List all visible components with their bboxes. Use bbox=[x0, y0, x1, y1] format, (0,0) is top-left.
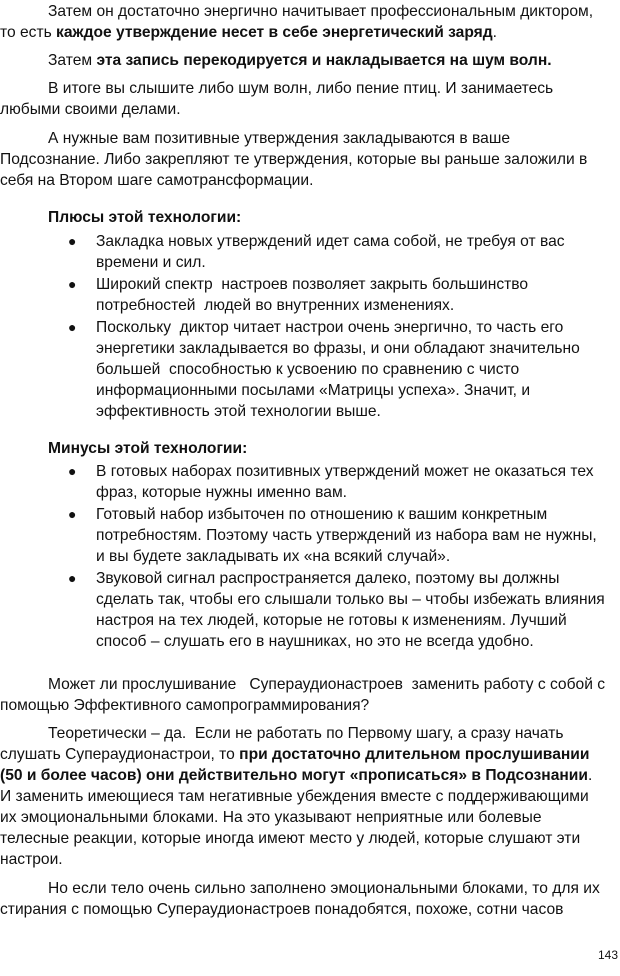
bold-text: Минусы этой технологии: bbox=[48, 440, 248, 457]
paragraph-line bbox=[0, 170, 620, 191]
paragraph-line bbox=[48, 723, 620, 744]
text-run: энергетики закладывается во фразы, и они обладают значительно bbox=[96, 340, 580, 357]
paragraph-line bbox=[0, 744, 620, 765]
paragraph-line bbox=[48, 128, 620, 149]
list-item-line bbox=[96, 610, 620, 631]
text-run: Поскольку диктор читает настрои очень энергично, то часть его bbox=[96, 319, 564, 336]
list-item-line bbox=[96, 482, 620, 503]
text-run: . bbox=[587, 767, 593, 784]
paragraph-line bbox=[0, 828, 620, 849]
text-run: настрои. bbox=[0, 851, 63, 868]
bullet-marker: ● bbox=[68, 570, 77, 586]
paragraph-line bbox=[0, 765, 620, 786]
text-run: В итоге вы слышите либо шум волн, либо пение птиц. И занимаетесь bbox=[48, 80, 554, 97]
paragraph-line bbox=[48, 207, 620, 228]
list-item-line bbox=[96, 631, 620, 652]
text-run: большей способностью к усвоению по сравнению с чисто bbox=[96, 361, 520, 378]
list-item-line bbox=[96, 338, 620, 359]
text-run: В готовых наборах позитивных утверждений может не оказаться тех bbox=[96, 463, 594, 480]
text-run: Готовый набор избыточен по отношению к вашим конкретным bbox=[96, 506, 548, 523]
paragraph-line bbox=[0, 807, 620, 828]
list-item-line bbox=[96, 589, 620, 610]
text-run: их эмоциональными блоками. На это указывают неприятные или болевые bbox=[0, 809, 542, 826]
list-item-line bbox=[96, 359, 620, 380]
text-run: Затем bbox=[48, 52, 97, 69]
paragraph-line bbox=[48, 674, 620, 695]
bullet-marker: ● bbox=[68, 319, 77, 335]
text-run: Теоретически – да. Если не работать по Первому шагу, а сразу начать bbox=[48, 725, 564, 742]
paragraph-line bbox=[48, 878, 620, 899]
list-item-line bbox=[96, 317, 620, 338]
text-run: то есть bbox=[0, 24, 57, 41]
bold-text: Плюсы этой технологии: bbox=[48, 209, 242, 226]
text-run: И заменить имеющиеся там негативные убеждения вместе с поддерживающими bbox=[0, 788, 589, 805]
list-item-line bbox=[96, 231, 620, 252]
list-item-line bbox=[96, 401, 620, 422]
list-item-line bbox=[96, 461, 620, 482]
text-run: . bbox=[492, 24, 497, 41]
paragraph-line bbox=[48, 1, 620, 22]
text-run: и вы будете закладывать их «на всякий случай». bbox=[96, 548, 451, 565]
bullet-marker: ● bbox=[68, 233, 77, 249]
text-run: телесные реакции, которые иногда имеют место у людей, которые слушают эти bbox=[0, 830, 581, 847]
list-item-line bbox=[96, 274, 620, 295]
text-run: А нужные вам позитивные утверждения закладываются в ваше bbox=[48, 130, 511, 147]
bold-text: при достаточно длительном прослушивании bbox=[239, 746, 590, 763]
paragraph-line bbox=[0, 149, 620, 170]
text-run: помощью Эффективного самопрограммирования? bbox=[0, 697, 370, 714]
text-run: слушать Супераудионастрои, то bbox=[0, 746, 240, 763]
bold-text: (50 и более часов) они действительно могут «прописаться» в Подсознании bbox=[0, 767, 588, 784]
text-run: потребностей людей во внутренних изменениях. bbox=[96, 297, 455, 314]
paragraph-line bbox=[0, 786, 620, 807]
text-run: Подсознание. Либо закрепляют те утверждения, которые вы раньше заложили в bbox=[0, 151, 588, 168]
list-item-line bbox=[96, 525, 620, 546]
bullet-marker: ● bbox=[68, 463, 77, 479]
text-run: Звуковой сигнал распространяется далеко, поэтому вы должны bbox=[96, 570, 560, 587]
list-item-line bbox=[96, 295, 620, 316]
text-run: Широкий спектр настроев позволяет закрыть большинство bbox=[96, 276, 529, 293]
text-run: способ – слушать его в наушниках, но это не всегда удобно. bbox=[96, 633, 534, 650]
list-item-line bbox=[96, 568, 620, 589]
text-run: себя на Втором шаге самотрансформации. bbox=[0, 172, 314, 189]
paragraph-line bbox=[48, 50, 620, 71]
bullet-marker: ● bbox=[68, 506, 77, 522]
paragraph-line bbox=[0, 695, 620, 716]
text-run: любыми своими делами. bbox=[0, 101, 181, 118]
bold-text: эта запись перекодируется и накладывается на шум волн. bbox=[96, 52, 552, 69]
list-item-line bbox=[96, 252, 620, 273]
bullet-marker: ● bbox=[68, 276, 77, 292]
paragraph-line bbox=[48, 78, 620, 99]
text-run: информационными посылами «Матрицы успеха». Значит, и bbox=[96, 382, 531, 399]
text-run: потребностям. Поэтому часть утверждений из набора вам не нужны, bbox=[96, 527, 597, 544]
text-run: Закладка новых утверждений идет сама собой, не требуя от вас bbox=[96, 233, 565, 250]
paragraph-line bbox=[0, 22, 620, 43]
text-run: времени и сил. bbox=[96, 254, 206, 271]
bold-text: каждое утверждение несет в себе энергетический заряд bbox=[56, 24, 493, 41]
text-run: Может ли прослушивание Супераудионастроев заменить работу с собой с bbox=[48, 676, 606, 693]
paragraph-line bbox=[48, 438, 620, 459]
paragraph-line bbox=[0, 99, 620, 120]
text-run: сделать так, чтобы его слышали только вы – чтобы избежать влияния bbox=[96, 591, 605, 608]
paragraph-line bbox=[0, 849, 620, 870]
list-item-line bbox=[96, 546, 620, 567]
page-number: 143 bbox=[597, 948, 618, 962]
text-run: эффективность этой технологии выше. bbox=[96, 403, 381, 420]
paragraph-line bbox=[0, 899, 620, 920]
list-item-line bbox=[96, 504, 620, 525]
text-run: стирания с помощью Супераудионастроев понадобятся, похоже, сотни часов bbox=[0, 901, 564, 918]
text-run: Но если тело очень сильно заполнено эмоциональными блоками, то для их bbox=[48, 880, 600, 897]
text-run: настроя на тех людей, которые не готовы к изменениям. Лучший bbox=[96, 612, 567, 629]
text-run: фраз, которые нужны именно вам. bbox=[96, 484, 347, 501]
list-item-line bbox=[96, 380, 620, 401]
text-run: Затем он достаточно энергично начитывает профессиональным диктором, bbox=[48, 3, 594, 20]
